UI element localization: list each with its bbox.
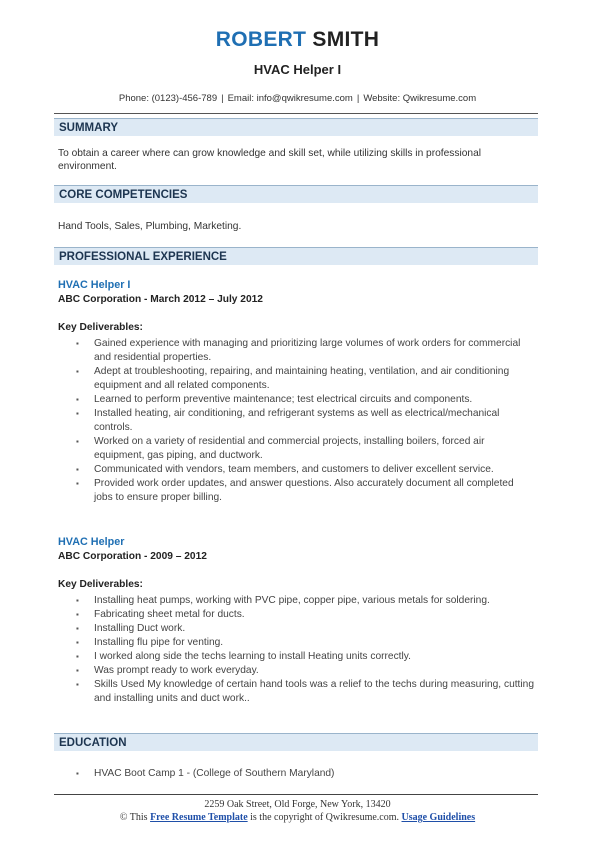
job-title: HVAC Helper [58,536,125,548]
contact-separator: | [356,93,360,104]
job-bullet-list [58,337,534,505]
bullet-icon: ▪ [76,769,79,778]
education-heading: EDUCATION [54,733,538,751]
bullet-icon: ▪ [76,479,79,488]
contact-separator: | [221,93,224,104]
bullet-icon: ▪ [76,638,79,647]
job-bullet-list [58,594,534,706]
list-item: ▪ Skills Used My knowledge of certain hand tools was a relief to the techs during measuring, cutting and installing units and duct work.. [76,679,534,704]
bullet-icon: ▪ [76,666,79,675]
education-list [58,767,534,781]
email-text: Email: info@qwikresume.com [227,93,353,104]
bullet-icon: ▪ [76,610,79,619]
competencies-text: Hand Tools, Sales, Plumbing, Marketing. [58,221,242,232]
footer-middle: is the copyright of Qwikresume.com. [247,812,402,823]
footer-address: 2259 Oak Street, Old Forge, New York, 13420 [204,799,391,810]
list-item: ▪ Gained experience with managing and prioritizing large volumes of work orders for commercial and residential properties. [76,338,521,363]
free-resume-template-link[interactable]: Free Resume Template [150,812,248,823]
website-text: Website: Qwikresume.com [363,93,477,104]
bullet-icon: ▪ [76,367,79,376]
bullet-icon: ▪ [76,596,79,605]
list-item: ▪ Was prompt ready to work everyday. [76,665,259,676]
footer-prefix: © This [119,812,151,823]
list-item: ▪ Installing flu pipe for venting. [76,637,224,648]
first-name: ROBERT [215,28,307,51]
summary-heading: SUMMARY [54,118,538,136]
contact-line [0,93,595,104]
list-item: ▪ HVAC Boot Camp 1 - (College of Southern Maryland) [76,768,335,779]
bullet-icon: ▪ [76,465,79,474]
footer-divider [54,794,538,795]
bullet-icon: ▪ [76,395,79,404]
phone-text: Phone: (0123)-456-789 [118,93,218,104]
bullet-icon: ▪ [76,624,79,633]
list-item: ▪ Installing Duct work. [76,623,186,634]
bullet-icon: ▪ [76,680,79,689]
list-item: ▪ Fabricating sheet metal for ducts. [76,609,245,620]
job-company: ABC Corporation - 2009 – 2012 [58,551,207,562]
resume-header [0,0,595,104]
key-deliverables-label: Key Deliverables: [58,579,143,590]
target-job-title: HVAC Helper I [253,62,342,77]
last-name: SMITH [312,28,380,51]
list-item: ▪ Adept at troubleshooting, repairing, and maintaining heating, ventilation, and air conditioning equipment and all related components. [76,366,510,391]
list-item: ▪ I worked along side the techs learning to install Heating units correctly. [76,651,411,662]
list-item: ▪ Communicated with vendors, team members, and customers to deliver excellent service. [76,464,494,475]
bullet-icon: ▪ [76,437,79,446]
bullet-icon: ▪ [76,409,79,418]
experience-heading: PROFESSIONAL EXPERIENCE [54,247,538,265]
list-item: ▪ Provided work order updates, and answer questions. Also accurately document all completed jobs to ensure proper billing. [76,478,514,503]
bullet-icon: ▪ [76,339,79,348]
job-company: ABC Corporation - March 2012 – July 2012 [58,294,263,305]
list-item: ▪ Learned to perform preventive maintenance; test electrical circuits and components. [76,394,473,405]
footer-copyright [0,812,595,823]
competencies-heading: CORE COMPETENCIES [54,185,538,203]
job-title: HVAC Helper I [58,279,131,291]
usage-guidelines-link[interactable]: Usage Guidelines [401,812,476,823]
list-item: ▪ Installed heating, air conditioning, and refrigerant systems as well as electrical/mechanical controls. [76,408,500,433]
candidate-name [0,28,595,52]
key-deliverables-label: Key Deliverables: [58,322,143,333]
list-item: ▪ Installing heat pumps, working with PVC pipe, copper pipe, various metals for soldering. [76,595,490,606]
bullet-icon: ▪ [76,652,79,661]
header-divider [54,113,538,114]
summary-text: To obtain a career where can grow knowledge and skill set, while utilizing skills in professional environment. [58,148,481,172]
list-item: ▪ Worked on a variety of residential and commercial projects, installing boilers, forced air equipment, gas piping, and ductwork. [76,436,485,461]
